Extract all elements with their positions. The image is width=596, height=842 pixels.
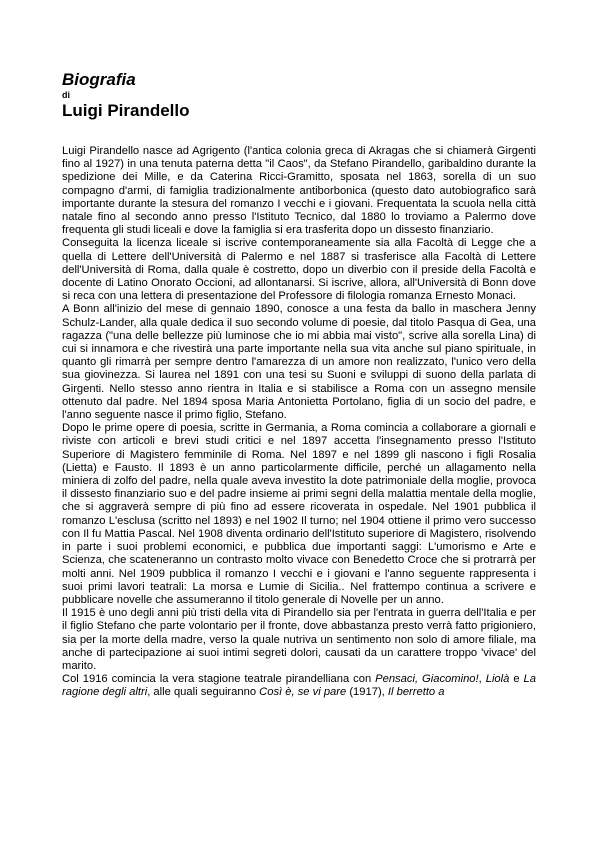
work-title: Pensaci, Giacomino!	[375, 673, 479, 686]
paragraph-5: Il 1915 è uno degli anni più tristi della vita di Pirandello sia per l'entrata in guerra dell'Italia e per il figlio Stefano che parte volontario per il fronte, dove abbastanza presto verrà fatto prigioniero, sia per la morte della madre, verso la quale nutriva un sentimento non solo di amore filiale, ma anche di partecipazione ai suoi intimi segreti dolori, causati da un carattere troppo 'vivace' del marito.	[62, 607, 536, 672]
paragraph-3: A Bonn all'inizio del mese di gennaio 1890, conosce a una festa da ballo in maschera Jenny Schulz-Lander, alla quale dedica il suo secondo volume di poesie, dal titolo Pasqua di Gea, una ragazza ("una delle bellezze più luminose che io mi abbia mai visto", scrive alla sorella Lina) di cui si innamora e che rivestirà una parte importante nella sua vita anche sul piano spirituale, in quanto gli rimarrà per sempre dentro l'amarezza di un amore non realizzato, l'unico vero della sua giovinezza. Si laurea nel 1891 con una tesi su Suoni e sviluppi di suono della parlata di Girgenti. Nello stesso anno rientra in Italia e si stabilisce a Roma con un assegno mensile ottenuto dal padre. Nel 1894 sposa Maria Antonietta Portolano, figlia di un socio del padre, e l'anno seguente nasce il primo figlio, Stefano.	[62, 303, 536, 422]
paragraph-6-text: e	[509, 673, 524, 686]
title-di: di	[62, 90, 70, 100]
paragraph-1: Luigi Pirandello nasce ad Agrigento (l'antica colonia greca di Akragas che si chiamerà Girgenti fino al 1927) in una tenuta paterna detta "il Caos", da Stefano Pirandello, garibaldino durante la spedizione dei Mille, e da Caterina Ricci-Gramitto, sposata nel 1863, sorella di un suo compagno d'armi, di famiglia tradizionalmente antiborbonica (questo dato autobiografico sarà importante durante la stesura del romanzo I vecchi e i giovani. Frequentata la scuola nella città natale fino al secondo anno presso l'Istituto Tecnico, dal 1880 lo troviamo a Palermo dove frequenta gli studi liceali e dove la famiglia si era trasferita dopo un dissesto finanziario.	[62, 145, 536, 237]
document-page	[62, 70, 536, 700]
paragraph-6-text: ,	[478, 673, 486, 686]
paragraph-6-text: Col 1916 comincia la vera stagione teatrale pirandelliana con	[62, 673, 376, 686]
paragraph-6-text: , alle quali seguiranno	[147, 686, 260, 699]
title-author-name: Luigi Pirandello	[62, 101, 190, 120]
paragraph-6	[62, 673, 536, 699]
paragraph-6-text: (1917),	[346, 686, 388, 699]
work-title: Così è, se vi pare	[259, 686, 347, 699]
paragraph-4: Dopo le prime opere di poesia, scritte in Germania, a Roma comincia a collaborare a giornali e riviste con articoli e brevi studi critici e nel 1897 accetta l'insegnamento presso l'Istituto Superiore di Magistero femminile di Roma. Nel 1897 e nel 1899 gli nascono i figli Rosalia (Lietta) e Fausto. Il 1893 è un anno particolarmente difficile, perché un allagamento nella miniera di zolfo del padre, nella quale aveva investito la dote patrimoniale della moglie, provoca il dissesto finanziario suo e del padre insieme ai primi segni della malattia mentale della moglie, che si aggraverà sempre di più fino ad essere ricoverata in ospedale. Nel 1901 pubblica il romanzo L'esclusa (scritto nel 1893) e nel 1902 Il turno; nel 1904 ottiene il primo vero successo con Il fu Mattia Pascal. Nel 1908 diventa ordinario dell'Istituto superiore di Magistero, risolvendo in parte i suoi problemi economici, e pubblica due importanti saggi: L'umorismo e Arte e Scienza, che scateneranno un contrasto molto vivace con Benedetto Croce che si protrarrà per molti anni. Nel 1909 pubblica il romanzo I vecchi e i giovani e l'anno seguente rappresenta i suoi primi lavori teatrali: La morsa e Lumie di Sicilia.. Nel frattempo continua a scrivere e pubblicare novelle che assumeranno il titolo generale di Novelle per un anno.	[62, 422, 536, 606]
title-biografia: Biografia	[62, 70, 136, 89]
paragraph-2: Conseguita la licenza liceale si iscrive contemporaneamente sia alla Facoltà di Legge che a quella di Lettere dell'Università di Palermo e nel 1887 si trasferisce alla Facoltà di Lettere dell'Università di Roma, dalla quale è costretto, dopo un diverbio con il preside della Facoltà e docente di Latino Onorato Occioni, ad allontanarsi. Si iscrive, allora, all'Università di Bonn dove si reca con una lettera di presentazione del Professore di filologia romanza Ernesto Monaci.	[62, 237, 536, 303]
biography-text	[62, 145, 536, 700]
work-title: Il berretto a	[387, 686, 445, 699]
work-title: Liolà	[485, 673, 510, 686]
work-title: La ragione degli altri	[62, 673, 536, 699]
